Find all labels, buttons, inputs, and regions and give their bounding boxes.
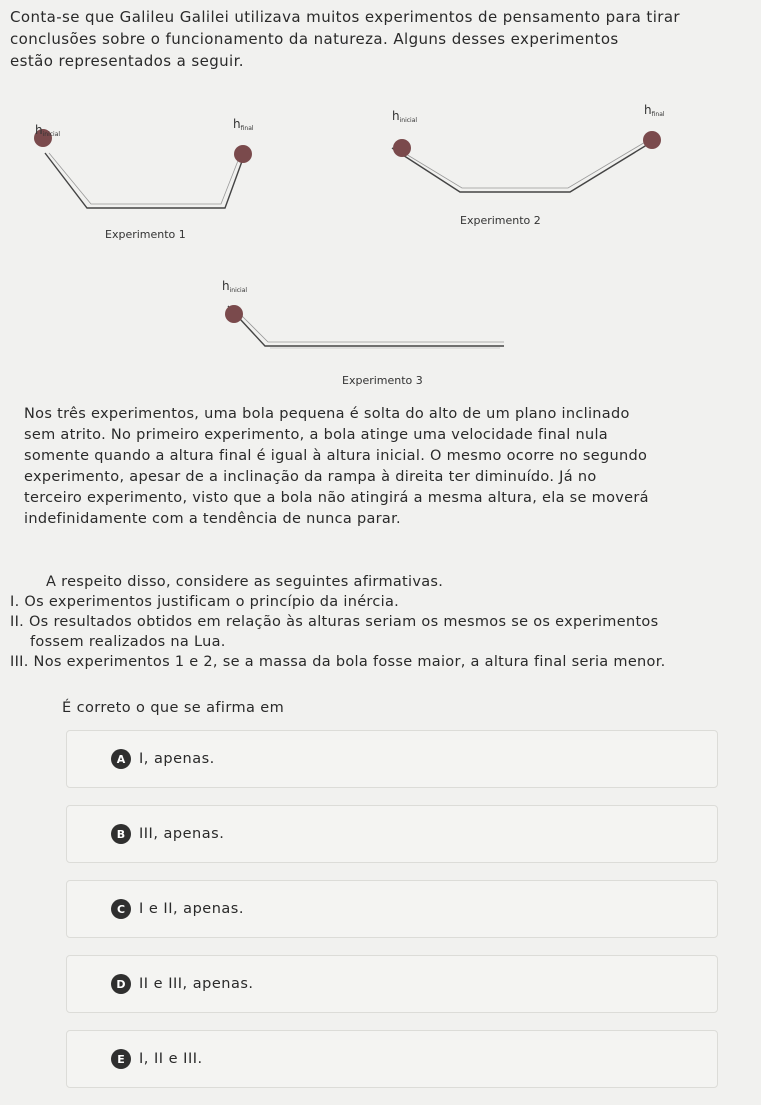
paragraph-line: experimento, apesar de a inclinação da rampa à direita ter diminuído. Já no — [24, 469, 597, 485]
experiment-1-figure — [25, 108, 275, 248]
ball — [643, 131, 661, 149]
height-label: h — [222, 279, 230, 293]
height-label: h — [35, 123, 43, 137]
svg-text:hfinal — [644, 103, 665, 118]
intro-line: estão representados a seguir. — [10, 52, 244, 70]
height-label: h — [644, 103, 652, 117]
answer-options — [66, 730, 718, 1105]
height-subscript: inicial — [229, 287, 248, 294]
statement-3: III. Nos experimentos 1 e 2, se a massa da bola fosse maior, a altura final seria menor. — [10, 654, 666, 670]
ball — [393, 139, 411, 157]
question-prompt: É correto o que se afirma em — [62, 700, 285, 716]
description-paragraph — [24, 404, 714, 530]
height-subscript: inicial — [399, 117, 418, 124]
svg-text:hfinal — [233, 117, 254, 132]
option-letter-badge: A — [111, 749, 131, 769]
height-subscript: final — [240, 125, 254, 132]
statement-1: I. Os experimentos justificam o princípio da inércia. — [10, 594, 400, 610]
statement-2-continued: fossem realizados na Lua. — [30, 634, 226, 650]
height-label: h — [392, 109, 400, 123]
height-subscript: inicial — [42, 131, 61, 138]
option-text: III, apenas. — [139, 826, 225, 842]
intro-text — [10, 6, 730, 72]
experiment-2-figure — [380, 100, 700, 240]
paragraph-line: terceiro experimento, visto que a bola não atingirá a mesma altura, ela se moverá — [24, 490, 649, 506]
statements-intro: A respeito disso, considere as seguintes afirmativas. — [46, 574, 444, 590]
paragraph-line: sem atrito. No primeiro experimento, a bola atinge uma velocidade final nula — [24, 427, 608, 443]
intro-line: conclusões sobre o funcionamento da natureza. Alguns desses experimentos — [10, 30, 619, 48]
intro-line: Conta-se que Galileu Galilei utilizava muitos experimentos de pensamento para tirar — [10, 8, 680, 26]
experiment-3-figure — [210, 278, 510, 393]
option-text: I, II e III. — [139, 1051, 203, 1067]
option-letter-badge: B — [111, 824, 131, 844]
option-letter-badge: E — [111, 1049, 131, 1069]
option-letter-badge: D — [111, 974, 131, 994]
option-text: I e II, apenas. — [139, 901, 244, 917]
svg-text:hinicial — [35, 123, 60, 138]
experiment-3-label: Experimento 3 — [342, 374, 423, 387]
paragraph-line: somente quando a altura final é igual à altura inicial. O mesmo ocorre no segundo — [24, 448, 648, 464]
option-text: II e III, apenas. — [139, 976, 254, 992]
ball — [225, 305, 243, 323]
option-letter-badge: C — [111, 899, 131, 919]
option-e[interactable] — [66, 1030, 718, 1088]
paragraph-line: indefinidamente com a tendência de nunca parar. — [24, 511, 401, 527]
option-c[interactable] — [66, 880, 718, 938]
option-text: I, apenas. — [139, 751, 215, 767]
paragraph-line: Nos três experimentos, uma bola pequena é solta do alto de um plano inclinado — [24, 406, 630, 422]
option-b[interactable] — [66, 805, 718, 863]
height-label: h — [233, 117, 241, 131]
option-a[interactable] — [66, 730, 718, 788]
height-subscript: final — [651, 111, 665, 118]
svg-text:hinicial — [222, 279, 247, 294]
statements — [10, 572, 740, 672]
experiment-1-label: Experimento 1 — [105, 228, 186, 241]
statement-2: II. Os resultados obtidos em relação às alturas seriam os mesmos se os experimentos — [10, 614, 659, 630]
ball — [234, 145, 252, 163]
option-d[interactable] — [66, 955, 718, 1013]
experiment-2-label: Experimento 2 — [460, 214, 541, 227]
svg-text:hinicial — [392, 109, 417, 124]
